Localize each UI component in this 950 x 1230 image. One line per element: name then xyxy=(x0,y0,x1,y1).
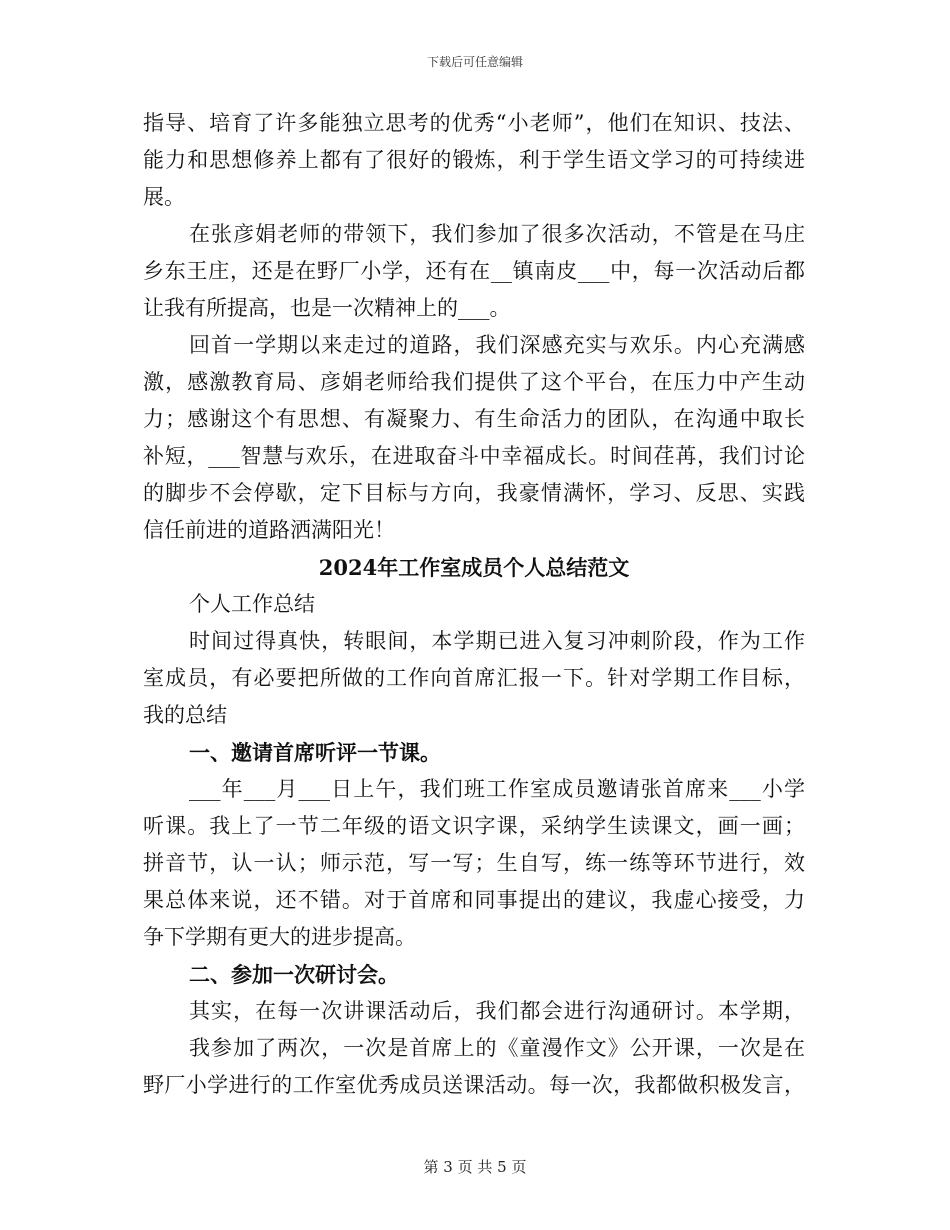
paragraph-line: 让我有所提高，也是一次精神上的___。 xyxy=(143,296,511,320)
document-body xyxy=(143,105,805,1104)
paragraph-line: 拼音节，认一认；师示范，写一写；生自写，练一练等环节进行，效 xyxy=(143,851,805,875)
paragraph-line: 在张彦娟老师的带领下，我们参加了很多次活动，不管是在马庄 xyxy=(189,222,805,246)
section-heading: 一、邀请首席听评一节课。 xyxy=(189,740,441,765)
paragraph-line: 能力和思想修养上都有了很好的锻炼，利于学生语文学习的可持续进 xyxy=(143,148,805,172)
paragraph-line: 我的总结 xyxy=(143,703,227,727)
section-heading: 二、参加一次研讨会。 xyxy=(189,962,399,987)
paragraph-line: 展。 xyxy=(143,185,185,209)
paragraph-line: 我参加了两次，一次是首席上的《童漫作文》公开课，一次是在 xyxy=(189,1036,805,1060)
paragraph-line: 果总体来说，还不错。对于首席和同事提出的建议，我虚心接受，力 xyxy=(143,888,805,912)
paragraph-line: 力；感谢这个有思想、有凝聚力、有生命活力的团队，在沟通中取长 xyxy=(143,407,805,431)
paragraph-line: 补短，___智慧与欢乐，在进取奋斗中幸福成长。时间荏苒，我们讨论 xyxy=(143,444,805,468)
paragraph-line: 争下学期有更大的进步提高。 xyxy=(143,925,416,949)
paragraph-line: 信任前进的道路洒满阳光！ xyxy=(143,518,395,542)
paragraph-line: 乡东王庄，还是在野厂小学，还有在__镇南皮___中，每一次活动后都 xyxy=(143,259,805,283)
paragraph-line: 听课。我上了一节二年级的语文识字课，采纳学生读课文，画一画； xyxy=(143,814,805,838)
paragraph-line: 时间过得真快，转眼间，本学期已进入复习冲刺阶段，作为工作 xyxy=(189,629,805,653)
paragraph-line: 野厂小学进行的工作室优秀成员送课活动。每一次，我都做积极发言， xyxy=(143,1073,805,1097)
page-header: 下载后可任意编辑 xyxy=(426,55,523,69)
paragraph-line: 激，感激教育局、彦娟老师给我们提供了这个平台，在压力中产生动 xyxy=(143,370,805,394)
paragraph-line: 的脚步不会停歇，定下目标与方向，我豪情满怀，学习、反思、实践 xyxy=(143,481,805,505)
paragraph-line: 其实，在每一次讲课活动后，我们都会进行沟通研讨。本学期， xyxy=(189,999,805,1023)
paragraph-line: 回首一学期以来走过的道路，我们深感充实与欢乐。内心充满感 xyxy=(189,333,805,357)
paragraph-line: 室成员，有必要把所做的工作向首席汇报一下。针对学期工作目标， xyxy=(143,666,805,690)
subtitle: 个人工作总结 xyxy=(189,592,315,616)
paragraph-line: ___年___月___日上午，我们班工作室成员邀请张首席来___小学 xyxy=(189,777,805,801)
paragraph-line: 指导、培育了许多能独立思考的优秀“小老师”，他们在知识、技法、 xyxy=(143,111,805,135)
page-footer: 第 3 页 共 5 页 xyxy=(423,1158,527,1176)
section-title: 2024年工作室成员个人总结范文 xyxy=(318,555,630,580)
